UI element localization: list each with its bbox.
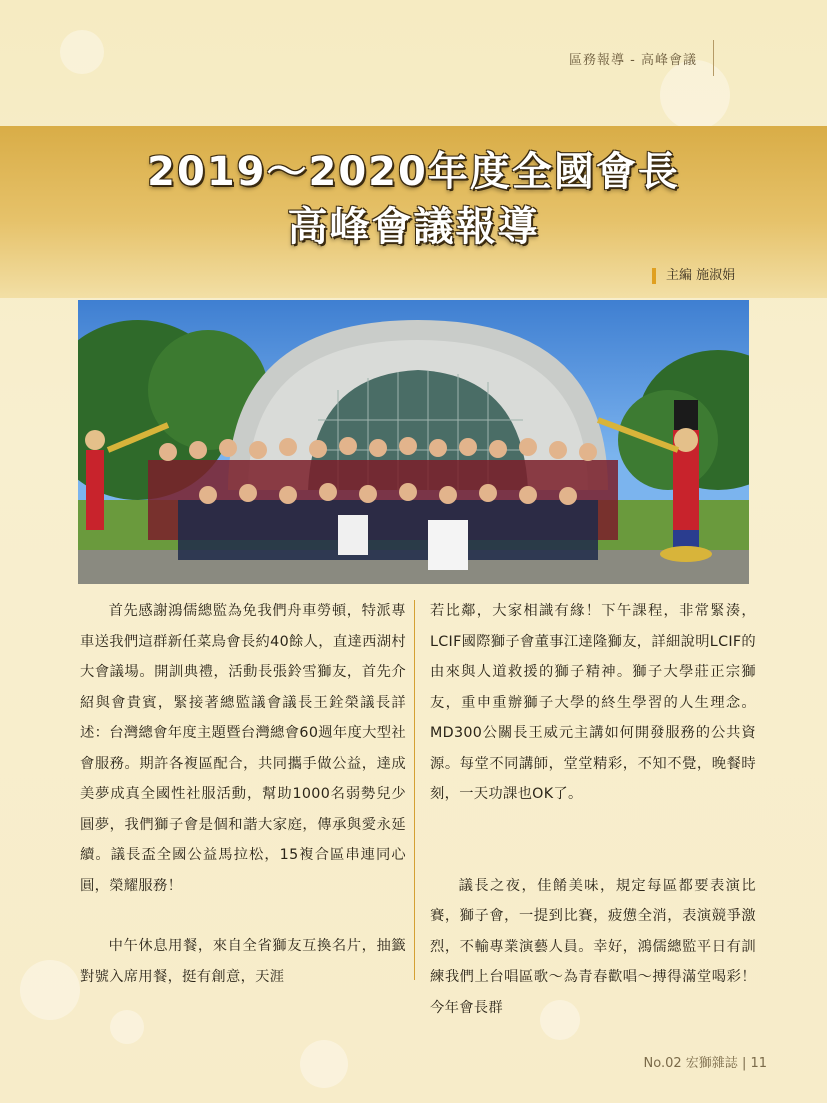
page-footer xyxy=(644,1052,767,1071)
bokeh-decoration xyxy=(660,60,730,130)
paragraph: 若比鄰，大家相識有緣！下午課程，非常緊湊，LCIF國際獅子會董事江達隆獅友，詳細說明LCIF的由來與人道救援的獅子精神。獅子大學莊正宗獅友，重申重辦獅子大學的終生學習的人生理念。MD300公關長王威元主講如何開發服務的公共資源。每堂不同講師，堂堂精彩，不知不覺，晚餐時刻，一天功課也OK了。 xyxy=(430,603,756,802)
paragraph: 議長之夜，佳餚美味，規定每區都要表演比賽，獅子會，一提到比賽，疲憊全消，表演競爭激烈，不輸專業演藝人員。幸好，鴻儒總監平日有訓練我們上台唱區歌～為青春歡唱～搏得滿堂喝彩！今年會長群 xyxy=(430,877,756,1016)
page-title-line1: 2019～2020年度全國會長 xyxy=(147,149,680,195)
group-photo-icon xyxy=(78,300,749,584)
group-photo xyxy=(78,300,749,584)
byline: 主編 施淑娟 xyxy=(652,268,735,284)
article-column-right xyxy=(430,596,756,1023)
section-label: 區務報導 - 高峰會議 xyxy=(569,53,697,68)
paragraph: 首先感謝鴻儒總監為免我們舟車勞頓，特派專車送我們這群新任菜鳥會長約40餘人，直達西湖村大會議場。開訓典禮，活動長張鈴雪獅友，首先介紹與會貴賓，緊接著總監議會議長王銓榮議長詳述：台灣總會年度主題暨台灣總會60週年度大型社會服務。期許各複區配合，共同攜手做公益，達成美夢成真全國性社服活動，幫助1000名弱勢兒少圓夢，我們獅子會是個和諧大家庭，傳承與愛永延續。議長盃全國公益馬拉松，15複合區串連同心圓，榮耀服務！ xyxy=(80,603,406,894)
paragraph: 中午休息用餐，來自全省獅友互換名片，抽籤對號入席用餐，挺有創意，天涯 xyxy=(80,938,406,985)
article-column-left xyxy=(80,596,406,992)
page-title-line2: 高峰會議報導 xyxy=(287,204,540,250)
footer-separator: | xyxy=(741,1056,751,1071)
issue-label: No.02 宏獅雜誌 xyxy=(643,1056,738,1071)
bokeh-decoration xyxy=(60,30,104,74)
bokeh-decoration xyxy=(110,1010,144,1044)
bokeh-decoration xyxy=(20,960,80,1020)
section-label-bar xyxy=(713,40,714,76)
bokeh-decoration xyxy=(300,1040,348,1088)
column-divider xyxy=(414,600,415,980)
page-number: 11 xyxy=(750,1056,767,1071)
